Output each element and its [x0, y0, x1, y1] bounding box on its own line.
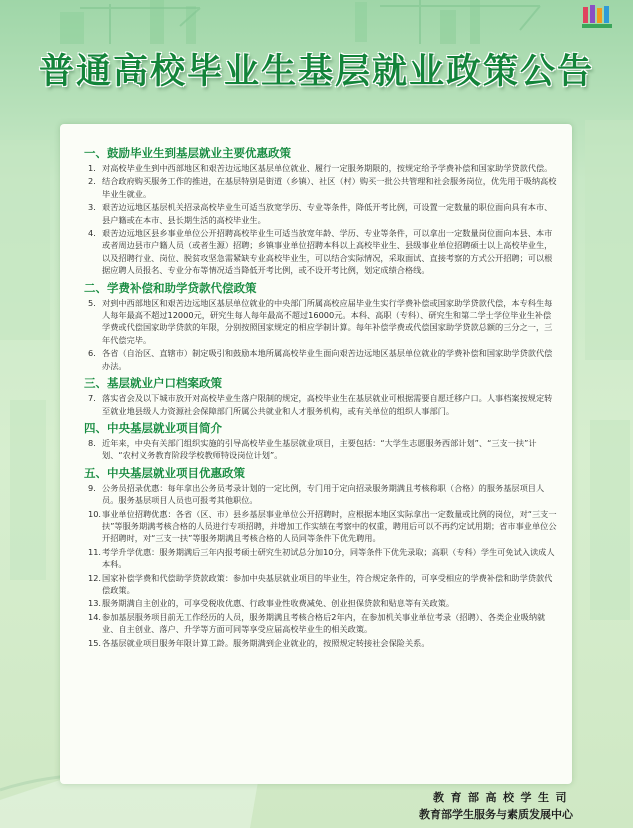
- item-number: 5.: [88, 297, 96, 308]
- item-number: 13.: [88, 598, 102, 609]
- page-title: 普通高校毕业生基层就业政策公告: [38, 52, 594, 92]
- list-item: [80, 162, 558, 174]
- list-item: [80, 482, 558, 507]
- item-text: 公务员招录优惠：每年拿出公务员考录计划的一定比例，专门用于定向招录服务期满且考核称职（合格）的服务基层项目人员。服务基层项目人员也可报考其他职位。: [102, 482, 545, 506]
- item-text: 考学升学优惠：服务期满后三年内报考硕士研究生初试总分加10分，同等条件下优先录取；高职（专科）学生可免试入读成人本科。: [102, 546, 555, 570]
- item-number: 2.: [88, 176, 96, 187]
- item-number: 10.: [88, 508, 102, 519]
- item-text: 参加基层服务项目前无工作经历的人员，服务期满且考核合格后2年内，在参加机关事业单位考录（招聘）、各类企业吸纳就业、自主创业、落户、升学等方面可同等享受应届高校毕业生的相关政策。: [102, 611, 546, 635]
- item-text: 结合政府购买服务工作的推进，在基层特别是街道（乡镇）、社区（村）购买一批公共管理和社会服务岗位，优先用于吸纳高校毕业生就业。: [102, 176, 557, 199]
- item-number: 3.: [88, 202, 96, 213]
- policy-content: [80, 146, 558, 650]
- list-item: [80, 611, 558, 636]
- item-number: 15.: [88, 637, 102, 648]
- item-number: 12.: [88, 572, 102, 583]
- section-heading: 三、基层就业户口档案政策: [84, 376, 222, 391]
- item-number: 8.: [88, 437, 96, 448]
- item-text: 各省（自治区、直辖市）制定吸引和鼓励本地所属高校毕业生面向艰苦边远地区基层单位就业的学费补偿和国家助学贷款代偿办法。: [102, 348, 553, 371]
- item-text: 服务期满自主创业的，可享受税收优惠、行政事业性收费减免、创业担保贷款和贴息等有关政策。: [102, 598, 455, 609]
- issuer-line-2: 教育部学生服务与素质发展中心: [419, 808, 573, 821]
- section-heading: 四、中央基层就业项目简介: [84, 420, 222, 435]
- list-item: [80, 546, 558, 571]
- list-item: [80, 201, 558, 226]
- issuer-footer: [419, 789, 573, 823]
- list-item: [80, 297, 558, 347]
- section-1: [80, 146, 558, 277]
- list-item: [80, 437, 558, 462]
- item-number: 11.: [88, 546, 102, 557]
- section-heading: 五、中央基层就业项目优惠政策: [84, 465, 245, 480]
- section-2: [80, 281, 558, 372]
- list-item: [80, 597, 558, 609]
- item-text: 对高校毕业生到中西部地区和艰苦边远地区基层单位就业、履行一定服务期限的，按规定给予学费补偿和国家助学贷款代偿。: [102, 163, 553, 173]
- section-4: [80, 421, 558, 462]
- item-number: 7.: [88, 393, 96, 404]
- list-item: [80, 637, 558, 649]
- list-item: [80, 175, 558, 200]
- item-text: 国家补偿学费和代偿助学贷款政策：参加中央基层就业项目的毕业生，符合规定条件的，可享受相应的学费补偿和助学贷款代偿政策。: [102, 572, 553, 595]
- item-text: 对到中西部地区和艰苦边远地区基层单位就业的中央部门所属高校应届毕业生实行学费补偿或国家助学贷款代偿，本专科生每人每年最高不超过12000元，研究生每人每年最高不超过16000元。本科、高职（专科）、研究生和第二学士学位毕业生补偿学费或代偿国家助学贷款的年限，分别按照国家规定的相应学制计算。每年补偿学费或代偿国家助学贷款总额的三分之一，三年代偿完毕。: [102, 297, 553, 345]
- list-item: [80, 572, 558, 597]
- item-text: 艰苦边远地区县乡事业单位公开招聘高校毕业生可适当放宽年龄、学历、专业等条件，可以拿出一定数量岗位面向本县、本市或者周边县市户籍人员（或者生源）招聘；乡镇事业单位招聘本科以上高校毕业生、县级事业单位招聘硕士以上高校毕业生，以及招聘行业、岗位、脱贫攻坚急需紧缺专业高校毕业生，可以结合实际情况，采取面试、直接考察的方式公开招聘；可以根据应聘人员报名、专业分布等情况适当降低开考比例，或不设开考比例，划定成绩合格线。: [102, 228, 553, 276]
- item-number: 6.: [88, 348, 96, 359]
- item-text: 艰苦边远地区基层机关招录高校毕业生可适当放宽学历、专业等条件，降低开考比例，可设置一定数量的职位面向具有本市、县户籍或在本市、县长期生活的高校毕业生。: [102, 202, 553, 225]
- list-item: [80, 227, 558, 277]
- item-number: 14.: [88, 611, 102, 622]
- section-heading: 二、学费补偿和助学贷款代偿政策: [84, 280, 257, 295]
- list-item: [80, 508, 558, 545]
- logo-icon: [581, 4, 615, 30]
- section-3: [80, 376, 558, 417]
- section-5: [80, 466, 558, 649]
- item-text: 事业单位招聘优惠：各省（区、市）县乡基层事业单位公开招聘时，应根据本地区实际拿出一定数量或比例的岗位，对“三支一扶”等服务期满考核合格的人员进行专项招聘，并增加工作实绩在考察中的权重，聘用后可以不再约定试用期；省市事业单位公开招聘时，对“三支一扶”等服务期满且考核合格的人员同等条件下优先聘用。: [102, 508, 557, 544]
- item-text: 近年来，中央有关部门组织实施的引导高校毕业生基层就业项目，主要包括：“大学生志愿服务西部计划”、“三支一扶”计划、“农村义务教育阶段学校教师特设岗位计划”。: [102, 437, 537, 461]
- item-number: 9.: [88, 482, 96, 493]
- item-text: 各基层就业项目服务年限计算工龄。服务期满到企业就业的，按照规定转接社会保险关系。: [102, 637, 430, 648]
- section-heading: 一、鼓励毕业生到基层就业主要优惠政策: [84, 146, 291, 160]
- list-item: [80, 347, 558, 372]
- item-number: 4.: [88, 228, 96, 239]
- issuer-line-1: 教育部高校学生司: [433, 791, 573, 804]
- list-item: [80, 392, 558, 417]
- item-text: 落实省会及以下城市放开对高校毕业生落户限制的规定，高校毕业生在基层就业可根据需要自愿迁移户口。人事档案按规定转至就业地县级人力资源社会保障部门所属公共就业和人才服务机构，或有关单位的组织人事部门。: [102, 393, 553, 416]
- item-number: 1.: [88, 163, 96, 173]
